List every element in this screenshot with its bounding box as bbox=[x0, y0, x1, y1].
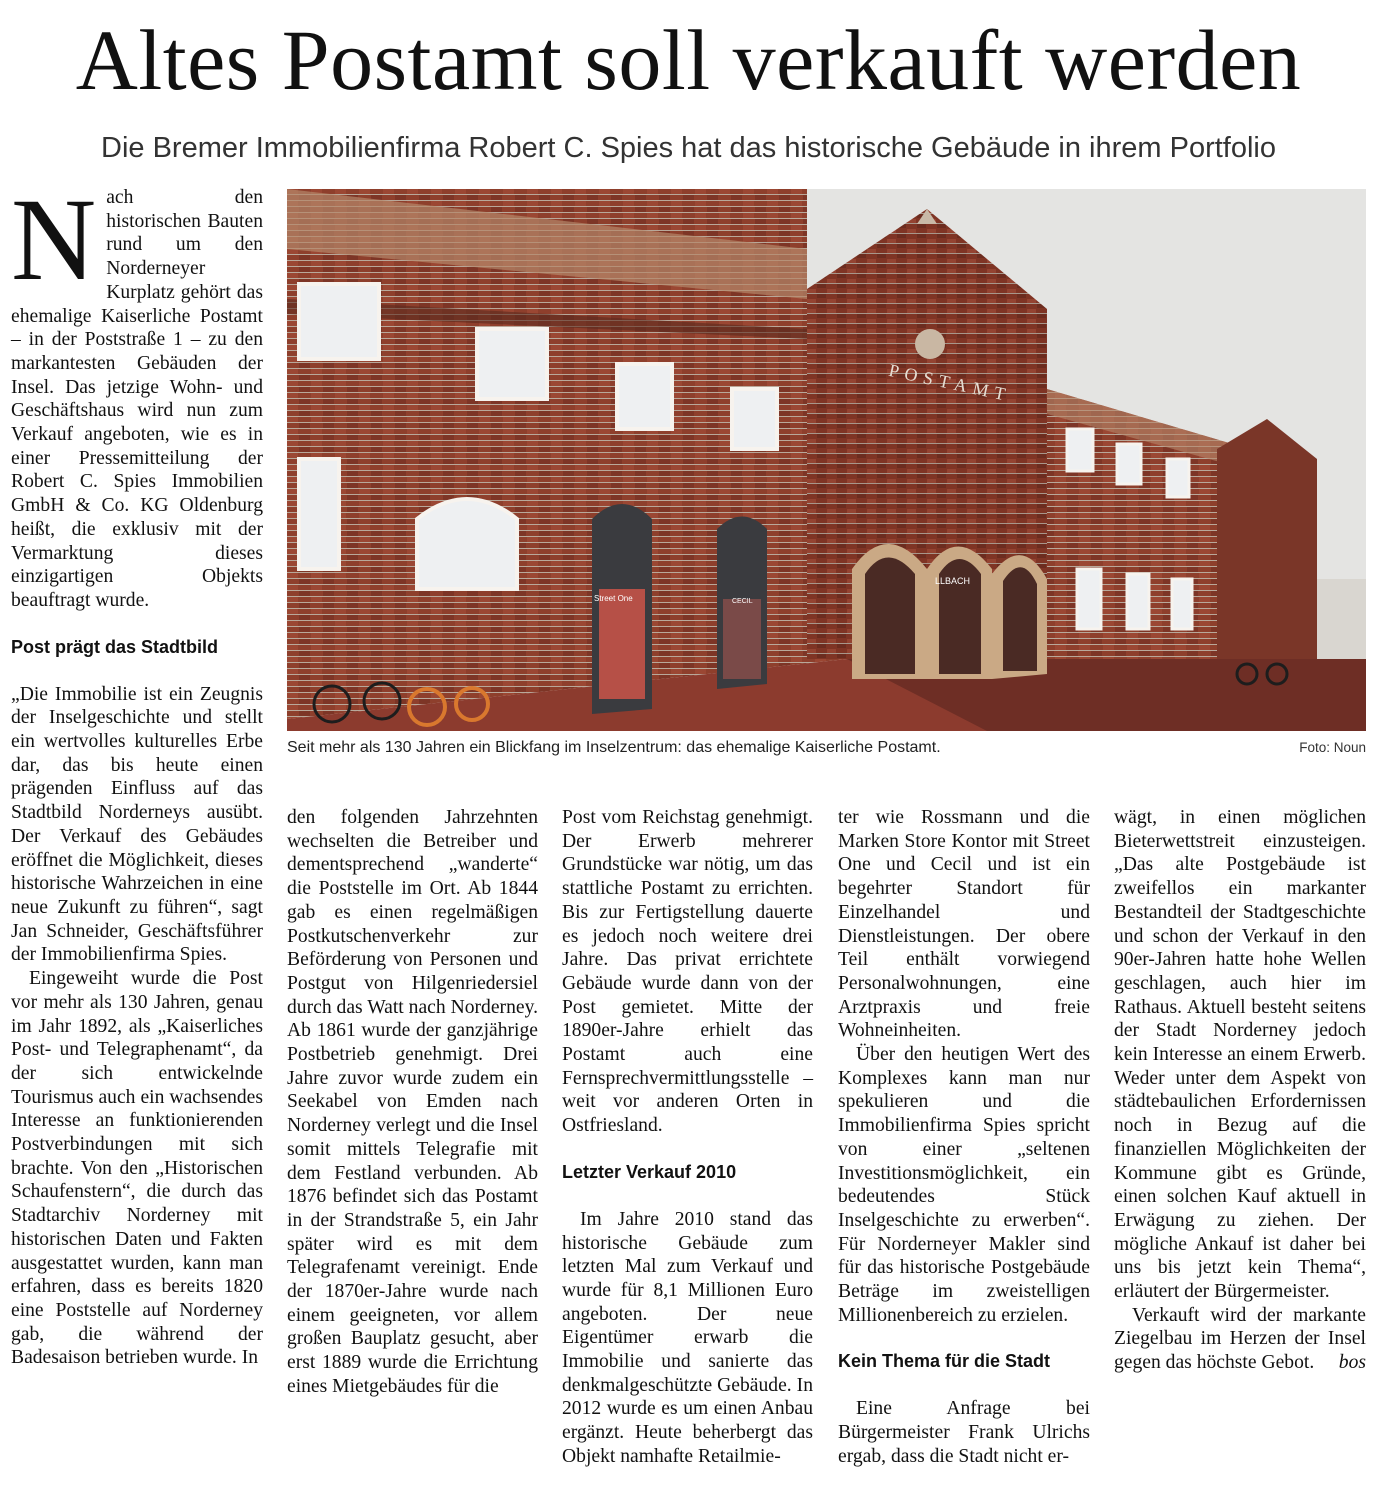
article-column-5 bbox=[1114, 806, 1366, 1375]
paragraph: Im Jahre 2010 stand das historische Gebäude zum letzten Mal zum Verkauf und wurde für 8,1 Millionen Euro angeboten. Der neue Eigentümer erwarb die Immobilie und sanierte das denkmalgeschützte Gebäude. In 2012 wurde es um einen Anbau ergänzt. Heute beherbergt das Objekt namhafte Retailmie- bbox=[562, 1208, 813, 1467]
article-column-4 bbox=[838, 806, 1090, 1469]
paragraph: Eine Anfrage bei Bürgermeister Frank Ulrichs ergab, dass die Stadt nicht er- bbox=[838, 1398, 1090, 1467]
paragraph: ter wie Rossmann und die Marken Store Kontor mit Street One und Cecil und ist ein begehrter Standort für Einzelhandel und Dienstleistungen. Der obere Teil enthält vorwiegend Personalwohnungen, eine Arztpraxis und freie Wohneinheiten. bbox=[838, 807, 1090, 1042]
caption-text: Seit mehr als 130 Jahren ein Blickfang im Inselzentrum: das ehemalige Kaiserliche Postamt. bbox=[287, 739, 941, 756]
paragraph: den folgenden Jahrzehnten wechselten die Betreiber und dementsprechend „wanderte“ die Poststelle im Ort. Ab 1844 gab es einen regelmäßigen Postkutschenverkehr zur Beförderung von Personen und Postgut von Hilgenriedersiel durch das Watt nach Norderney. Ab 1861 wurde der ganzjährige Postbetrieb genehmigt. Drei Jahre zuvor wurde zudem ein Seekabel von Emden nach Norderney verlegt und die Insel somit mittels Telegrafie mit dem Festland verbunden. Ab 1876 befindet sich das Postamt in der Strandstraße 5, ein Jahr später wird es mit dem Telegrafenamt vereinigt. Ende der 1870er-Jahre wurde nach einem geeigneten, vor allem großen Bauplatz gesucht, aber erst 1889 wurde die Errichtung eines Mietgebäudes für die bbox=[287, 807, 538, 1397]
subheadline: Die Bremer Immobilienfirma Robert C. Spies hat das historische Gebäude in ihrem Portfolio bbox=[101, 132, 1276, 164]
author-signature: bos bbox=[1338, 1352, 1366, 1374]
store-sign-llbach: LLBACH bbox=[935, 576, 971, 586]
postamt-photo bbox=[287, 189, 1366, 731]
photo-credit: Foto: Noun bbox=[1299, 740, 1366, 755]
subheading-post-praegt: Post prägt das Stadtbild bbox=[11, 636, 219, 657]
photo-caption bbox=[287, 738, 1366, 758]
article-column-1 bbox=[11, 174, 263, 1370]
paragraph: Über den heutigen Wert des Komplexes kann man nur spekulieren und die Immobilienfirma Spies spricht von einer „seltenen Investitionsmöglichkeit, ein bedeutendes Stück Inselgeschichte zu erwerben“. Für Norderneyer Makler sind für das historische Postgebäude Beträge im zweistelligen Millionenbereich zu erzielen. bbox=[838, 1044, 1090, 1326]
building-sign-text: POSTAMT bbox=[887, 360, 1014, 406]
paragraph: Post vom Reichstag genehmigt. Der Erwerb mehrerer Grundstücke war nötig, um das stattliche Postamt zu errichten. Bis zur Fertigstellung dauerte es jedoch noch weitere drei Jahre. Das privat errichtete Gebäude wurde dann von der Post gemietet. Mitte der 1890er-Jahre erhielt das Postamt auch eine Fernsprechvermittlungsstelle – weit vor anderen Orten in Ostfriesland. bbox=[562, 807, 813, 1137]
store-sign-cecil: CECIL bbox=[732, 598, 753, 605]
paragraph: „Die Immobilie ist ein Zeugnis der Inselgeschichte und stellt ein wertvolles kulturelles Erbe dar, das bis heute einen prägenden Einfluss auf das Stadtbild Norderneys ausübt. Der Verkauf des Gebäudes eröffnet die Möglichkeit, dieses historische Wahrzeichen in eine neue Zukunft zu führen“, sagt Jan Schneider, Geschäftsführer der Immobilienfirma Spies. bbox=[11, 683, 263, 966]
subheading-letzter-verkauf: Letzter Verkauf 2010 bbox=[562, 1161, 737, 1182]
paragraph: wägt, in einen möglichen Bieterwettstreit einzusteigen. „Das alte Postgebäude ist zweifellos ein markanter Bestandteil der Stadtgeschichte und schon der Verkauf in den 90er-Jahren hatte hohe Wellen geschlagen, auch hier im Rathaus. Aktuell besteht seitens der Stadt Norderney jedoch kein Interesse an einem Erwerb. Weder unter dem Aspekt von städtebaulichen Erfordernissen noch in Bezug auf die finanziellen Möglichkeiten der Kommune gibt es Gründe, einen solchen Kauf aktuell in Erwägung zu ziehen. Der mögliche Ankauf ist daher bei uns bis jetzt kein Thema“, erläutert der Bürgermeister. bbox=[1114, 807, 1366, 1303]
subheading-kein-thema: Kein Thema für die Stadt bbox=[838, 1351, 1051, 1372]
paragraph: Eingeweiht wurde die Post vor mehr als 130 Jahren, genau im Jahr 1892, als „Kaiserliches Post- und Telegraphenamt“, da der sich entwickelnde Tourismus auch ein wachsendes Interesse an funktionierenden Postverbindungen mit sich brachte. Von den „Historischen Schaufenstern“, die durch das Stadtarchiv Norderney mit historischen Daten und Fakten ausgestattet wurden, kann man erfahren, dass es bereits 1820 eine Poststelle auf Norderney gab, die während der Badesaison betrieben wurde. In bbox=[11, 968, 263, 1369]
dropcap: N bbox=[11, 174, 97, 305]
intro-paragraph: ach den historischen Bauten rund um den Norderneyer Kurplatz gehört das ehemalige Kaiserliche Postamt – in der Poststraße 1 – zu den markantesten Gebäuden der Insel. Das jetzige Wohn- und Geschäftshaus wird nun zum Verkauf angeboten, wie es in einer Pressemitteilung der Robert C. Spies Immobilien GmbH & Co. KG Oldenburg heißt, die exklusiv mit der Vermarktung dieses einzigartigen Objekts beauftragt wurde. bbox=[11, 187, 263, 611]
headline: Altes Postamt soll verkauft werden bbox=[75, 12, 1302, 108]
paragraph bbox=[1114, 1304, 1366, 1375]
store-sign-street-one: Street One bbox=[594, 594, 633, 603]
closing-text: Verkauft wird der markante Ziegelbau im Herzen der Insel gegen das höchste Gebot. bbox=[1114, 1304, 1366, 1374]
article-column-3 bbox=[562, 806, 813, 1469]
article-column-2 bbox=[287, 806, 538, 1399]
